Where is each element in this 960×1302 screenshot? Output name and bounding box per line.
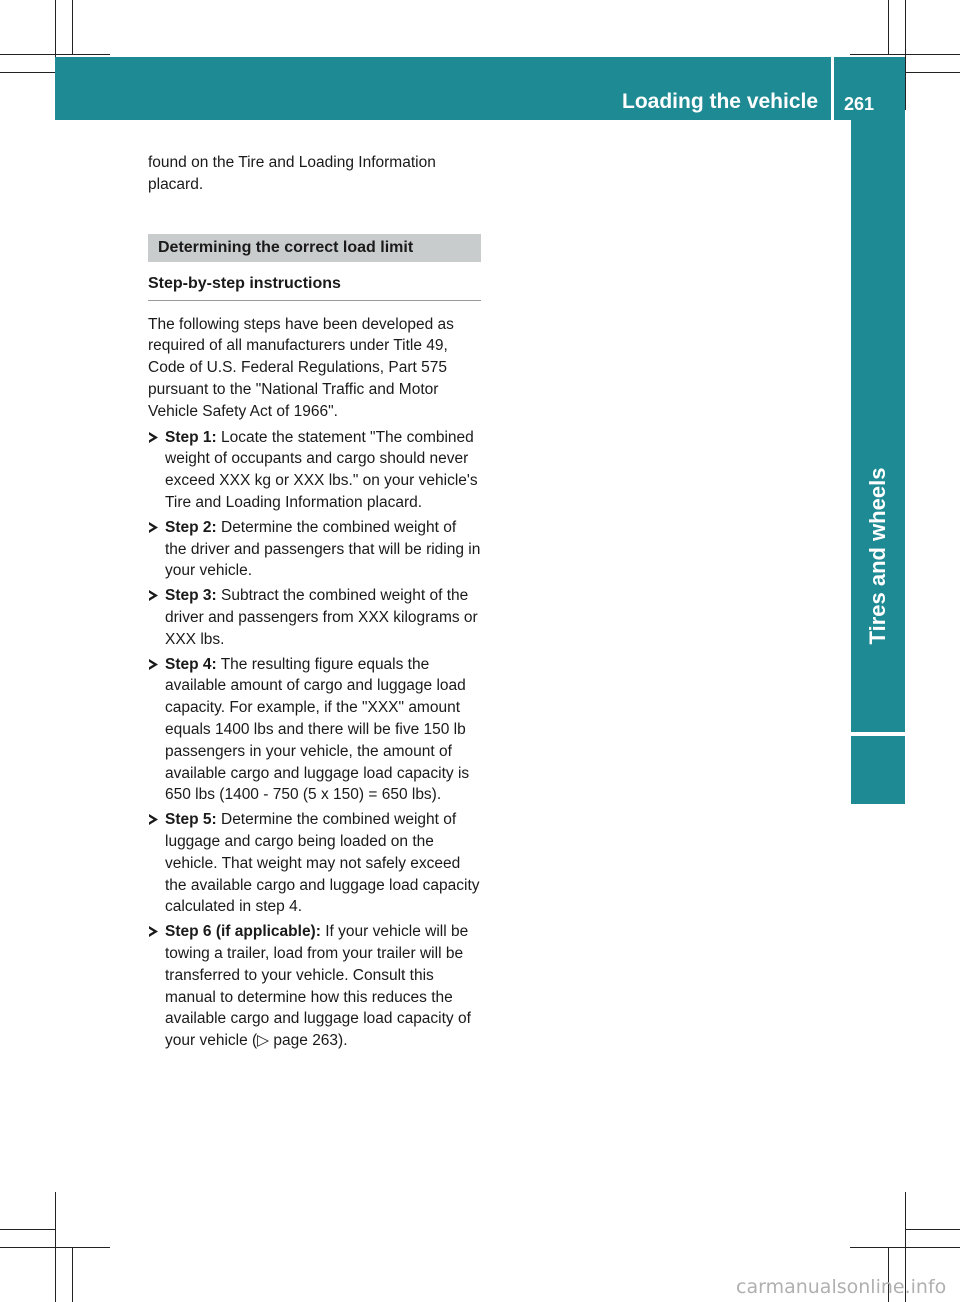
- body-paragraph: The following steps have been developed as required of all manufacturers under Title 49, Code of U.S. Federal Regulations, Part 575 pursuant to the "National Traffic and Motor Vehicle Safety Act of 1966".: [148, 315, 454, 420]
- arrow-right-icon: [148, 590, 159, 601]
- arrow-right-icon: [148, 522, 159, 533]
- section-heading: Determining the correct load limit: [148, 234, 481, 262]
- crop-mark: [0, 72, 55, 73]
- step-item: [148, 809, 481, 918]
- main-content: [148, 152, 481, 1055]
- arrow-right-icon: [148, 659, 159, 670]
- step-label: Step 5:: [165, 811, 217, 829]
- arrow-right-icon: [148, 926, 159, 937]
- crop-mark: [905, 1229, 960, 1230]
- crop-mark: [72, 1248, 73, 1302]
- chapter-label: Tires and wheels: [865, 467, 890, 645]
- chapter-tab-block: [851, 736, 905, 804]
- arrow-right-icon: [148, 432, 159, 443]
- step-text: Subtract the combined weight of the driver and passengers from XXX kilograms or XXX lbs.: [165, 587, 478, 648]
- crop-mark: [72, 0, 73, 54]
- page-title: Loading the vehicle: [622, 90, 819, 113]
- step-text: Determine the combined weight of the driver and passengers that will be riding in your vehicle.: [165, 518, 481, 580]
- crop-mark: [55, 1192, 56, 1302]
- step-label: Step 6 (if applicable):: [165, 923, 321, 941]
- step-item: [148, 427, 481, 514]
- crop-mark: [0, 1229, 55, 1230]
- step-text: Locate the statement "The combined weight of occupants and cargo should never exceed XXX kg or XXX lbs." on your vehicle's Tire and Loading Information placard.: [165, 428, 478, 511]
- step-text: If your vehicle will be towing a trailer, load from your trailer will be transferred to your vehicle. Consult this manual to determine how this reduces the available cargo and luggage load capacity of your vehicle (▷ page 263).: [165, 923, 471, 1050]
- step-label: Step 2:: [165, 518, 217, 536]
- step-list: [148, 427, 481, 1052]
- step-item: [148, 585, 481, 650]
- arrow-right-icon: [148, 814, 159, 825]
- intro-text: found on the Tire and Loading Information placard.: [148, 154, 436, 193]
- step-label: Step 3:: [165, 587, 217, 605]
- watermark-text: carmanualsonline.info: [736, 1276, 947, 1298]
- page-number: 261: [844, 94, 875, 114]
- crop-mark: [888, 0, 889, 54]
- step-text: Determine the combined weight of luggage and cargo being loaded on the vehicle. That weight may not safely exceed the available cargo and luggage load capacity calculated in step 4.: [165, 811, 480, 916]
- crop-mark: [905, 72, 960, 73]
- step-item: [148, 921, 481, 1052]
- header-divider: [831, 57, 834, 120]
- sub-heading: Step-by-step instructions: [148, 272, 481, 301]
- step-label: Step 4:: [165, 655, 217, 673]
- crop-mark: [905, 0, 906, 110]
- step-label: Step 1:: [165, 428, 217, 446]
- step-item: [148, 654, 481, 807]
- step-text: The resulting figure equals the available amount of cargo and luggage load capacity. For example, if the "XXX" amount equals 1400 lbs and there will be five 150 lb passengers in your vehicle, the amount of available cargo and luggage load capacity is 650 lbs (1400 - 750 (5 x 150) = 650 lbs).: [165, 655, 470, 804]
- step-item: [148, 517, 481, 582]
